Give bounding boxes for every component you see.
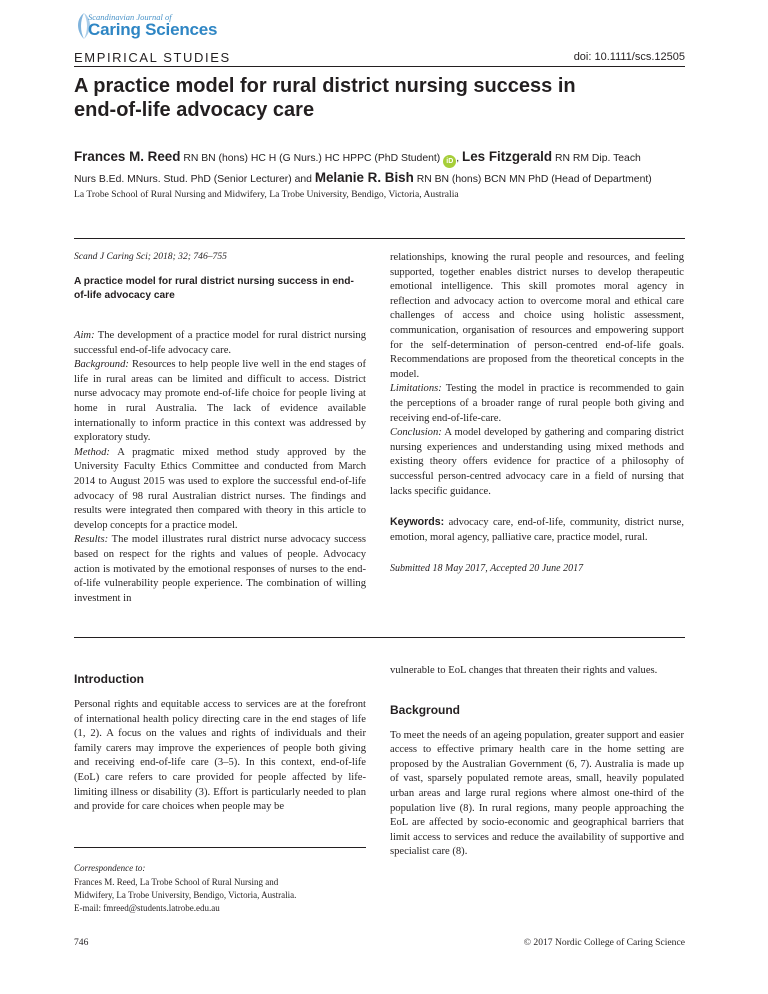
results-text: The model illustrates rural district nurse advocacy success based on respect for the rights and values of people. Advocacy action is motivated by the emotional responses of nurses to the end-of-life vulnerability people experience. The combination of willing investment in: [74, 534, 366, 604]
author-credentials: RN RM Dip. Teach: [554, 153, 641, 164]
abstract-bottom-rule: [74, 637, 685, 638]
keywords-text: advocacy care, end-of-life, community, district nurse, emotion, moral agency, palliative care, practice model, rural.: [390, 517, 684, 543]
background-text: Resources to help people live well in the end stages of life in rural areas can be limited and difficult to access. District nurse advocacy may promote end-of-life choice for people living at home in rural Australia. The lack of evidence available internationally to inform practice in this context was addressed by exploratory study.: [74, 359, 366, 444]
aim-label: Aim:: [74, 330, 95, 341]
journal-logo: [72, 11, 232, 41]
results-label: Results:: [74, 534, 109, 546]
page-number: 746: [74, 937, 89, 948]
abstract-text-continued: [390, 251, 684, 499]
body-left-column: [74, 672, 366, 815]
introduction-continued: vulnerable to EoL changes that threaten their rights and values.: [390, 665, 658, 676]
method-label: Method:: [74, 446, 110, 458]
author-credentials: RN BN (hons) BCN MN PhD (Head of Department): [416, 174, 652, 185]
section-label: EMPIRICAL STUDIES: [74, 50, 231, 65]
journal-name: Caring Sciences: [88, 20, 218, 39]
method-text: A pragmatic mixed method study approved by the University Faculty Ethics Committee and conducted from March 2014 to August 2015 was used to explore the successful end-of-life advocacy of 98 rural Australian district nurses. The findings and results were integrated then compared with theory in this article to develop concepts for a practice model.: [74, 446, 366, 531]
correspondence-line: Midwifery, La Trobe University, Bendigo, Victoria, Australia.: [74, 890, 297, 900]
correspondence-rule: [74, 847, 366, 848]
abstract-text: [74, 329, 366, 606]
author-line-1: Frances M. Reed RN BN (hons) HC H (G Nurs.) HC HPPC (PhD Student) iD , Les Fitzgerald RN RM Dip. Teach: [74, 147, 690, 168]
author-name[interactable]: Melanie R. Bish: [314, 170, 414, 185]
abstract-title: A practice model for rural district nursing success in end-of-life advocacy care: [74, 276, 354, 301]
author-list: [74, 147, 690, 189]
abstract-method: [74, 446, 366, 534]
citation: Scand J Caring Sci; 2018; 32; 746–755: [74, 251, 227, 262]
conclusion-label: Conclusion:: [390, 427, 442, 439]
correspondence-line: Frances M. Reed, La Trobe School of Rural Nursing and: [74, 877, 279, 887]
author-name[interactable]: Frances M. Reed: [74, 149, 181, 164]
title-line-1: A practice model for rural district nursing success in: [74, 75, 576, 97]
author-credentials: Nurs B.Ed. MNurs. Stud. PhD (Senior Lecturer) and: [74, 174, 312, 185]
conclusion-text: A model developed by gathering and comparing district nursing experiences and understanding using mixed methods and existing theory offers evidence for practice of a philosophy of successful person-centred advocacy care in a field of nursing that lacks specific guidance.: [390, 427, 684, 497]
abstract-right-column: [390, 251, 684, 574]
orcid-icon[interactable]: iD: [443, 155, 456, 168]
title-line-2: end-of-life advocacy care: [74, 99, 315, 121]
introduction-heading: Introduction: [74, 672, 144, 686]
background-text: To meet the needs of an ageing population, greater support and easier access to effective primary health care in the home setting are proposed by the Australian Government (6, 7). Australia is made up of vast, sparsely populated remote areas, small, heavily populated urban areas and large rural regions where almost one-third of the population live (8). In rural regions, many people approaching the EoL are affected by socio-economic and geographical barriers that limit access to services and reduce the availability of supportive and specialist care (8).: [390, 729, 685, 858]
introduction-text: Personal rights and equitable access to services are at the forefront of international health policy directing care in the end stages of life (1, 2). A focus on the values and rights of individuals and their family carers may improve the experiences of people both giving and receiving end-of-life care (3–5). In this context, end-of-life (EoL) care refers to care provided for people affected by life-limiting illness or disability (3). Effort is particularly needed to plan and provide for care choices when people may be: [74, 699, 366, 813]
limitations-label: Limitations:: [390, 383, 442, 395]
author-credentials: RN BN (hons) HC H (G Nurs.) HC HPPC (PhD Student): [183, 153, 441, 164]
keywords-label: Keywords:: [390, 516, 445, 529]
article-title: [74, 74, 694, 122]
limitations-text: Testing the model in practice is recommended to gain the perceptions of a broader range of rural people both giving and receiving end-of-life-care.: [390, 383, 684, 424]
copyright: © 2017 Nordic College of Caring Science: [523, 937, 685, 948]
keywords: [390, 515, 684, 545]
header-rule: [74, 66, 685, 67]
author-name[interactable]: Les Fitzgerald: [462, 149, 553, 164]
abstract-background: [74, 358, 366, 446]
journal-name-small: Scandinavian Journal of: [88, 12, 172, 22]
abstract-conclusion: [390, 426, 684, 499]
abstract-left-column: [74, 251, 366, 606]
doi[interactable]: doi: 10.1111/scs.12505: [573, 51, 685, 63]
author-line-2: [74, 168, 690, 189]
body-right-column: [390, 664, 684, 860]
background-label: Background:: [74, 359, 129, 371]
abstract-results-continued: relationships, knowing the rural people and resources, and feeling supported, together enables district nurses to develop therapeutic emotional intelligence. This skill promotes moral agency in reflection and advocacy action to overcome moral and ethical care challenges of access and choice using holistic assessment, communication, organisation of resources and empowering support for the self-determination of person-centred end-of-life goals. Recommendations are proposed from the theoretical concepts in the model.: [390, 252, 684, 380]
affiliation: La Trobe School of Rural Nursing and Midwifery, La Trobe University, Bendigo, Victoria, Australia: [74, 189, 459, 200]
correspondence-email[interactable]: E-mail: fmreed@students.latrobe.edu.au: [74, 903, 220, 913]
abstract-results: [74, 533, 366, 606]
correspondence: [74, 862, 366, 915]
background-heading: Background: [390, 702, 461, 717]
abstract-limitations: [390, 382, 684, 426]
submission-dates: Submitted 18 May 2017, Accepted 20 June 2017: [390, 563, 584, 575]
correspondence-label: Correspondence to:: [74, 863, 146, 873]
abstract-aim: [74, 329, 366, 358]
aim-text: The development of a practice model for rural district nursing successful end-of-life advocacy care.: [74, 330, 366, 356]
abstract-top-rule: [74, 238, 685, 239]
